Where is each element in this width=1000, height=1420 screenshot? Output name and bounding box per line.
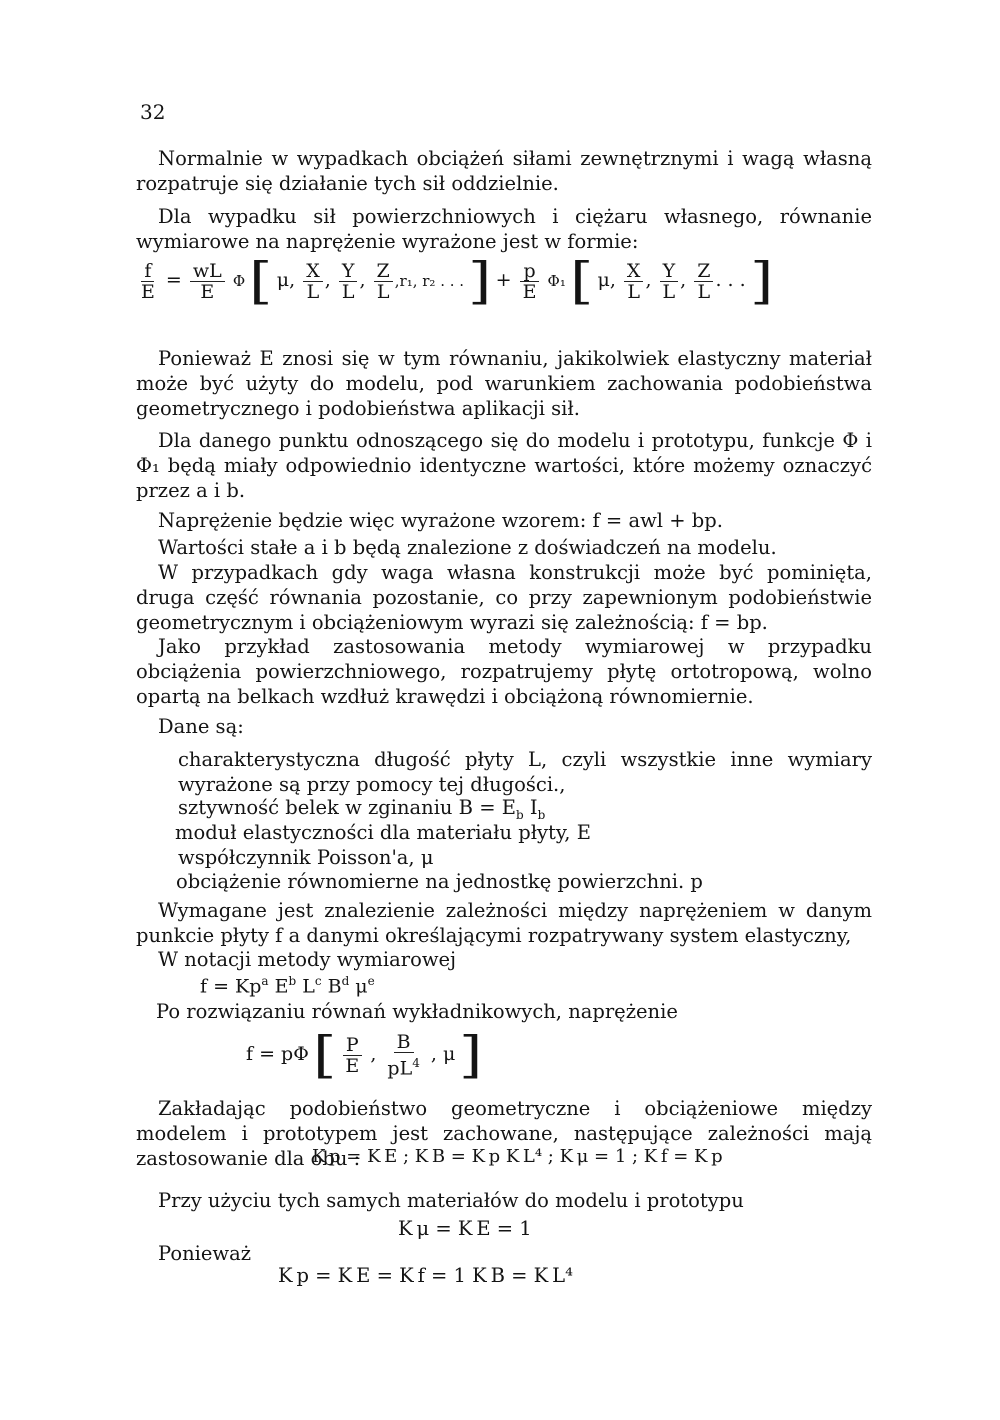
equation-material-scale: K μ = K E = 1	[398, 1217, 532, 1240]
list-item-load: obciążenie równomierne na jednostkę powierzchni. p	[176, 870, 703, 893]
paragraph-5: Naprężenie będzie więc wyrażone wzorem: f = awl + bp.	[158, 509, 723, 532]
paragraph-9: Dane są:	[158, 715, 244, 738]
paragraph-8: Jako przykład zastosowania metody wymiarowej w przypadku obciążenia powierzchniowego, rozpatrujemy płytę ortotropową, wolno opartą na belkach wzdłuż krawędzi i obciążoną równomiernie.	[136, 635, 872, 708]
paragraph-7: W przypadkach gdy waga własna konstrukcji może być pominięta, druga część równania pozostanie, co przy zapewnionym podobieństwie geometrycznym i obciążeniowym wyrazi się zależnością: f = bp.	[136, 561, 872, 634]
list-item-length: charakterystyczna długość płyty L, czyli wszystkie inne wymiary wyrażone są przy pomocy tej długości.,	[178, 748, 872, 796]
paragraph-1: Normalnie w wypadkach obciążeń siłami zewnętrznymi i wagą własną rozpatruje się działanie tych sił oddzielnie.	[136, 147, 872, 195]
list-item-poisson: współczynnik Poisson'a, μ	[178, 846, 434, 869]
equation-similarity-relations: K p = K E ; K B = K p K L⁴ ; K μ = 1 ; K f = K p	[312, 1146, 723, 1167]
paragraph-14: Przy użyciu tych samych materiałów do modelu i prototypu	[158, 1189, 744, 1212]
paragraph-4: Dla danego punktu odnoszącego się do modelu i prototypu, funkcje Φ i Φ₁ będą miały odpowiednio identyczne wartości, które możemy oznaczyć przez a i b.	[136, 429, 872, 502]
page-number: 32	[140, 100, 166, 124]
list-item-modulus: moduł elastyczności dla materiału płyty, E	[175, 821, 591, 844]
equation-dimensional-stress: $\frac{f}{E}$ = $\frac{wL}{E}$ Φ [ μ, $\frac{X}{L}$ , $\frac{Y}{L}$ , $\frac{Z}{L}$ ,r₁, r₂ . . . ] + $\frac{p}{E}$ Φ₁ [ μ, $\frac{X}{L}$ , $\frac{Y}{L}$ , $\frac{Z}{L}$ . . . ]	[141, 252, 774, 310]
paragraph-6: Wartości stałe a i b będą znalezione z doświadczeń na modelu.	[158, 536, 777, 559]
label-poniewaz: Ponieważ	[158, 1242, 251, 1265]
paragraph-2: Dla wypadku sił powierzchniowych i ciężaru własnego, równanie wymiarowe na naprężenie wyrażone jest w formie:	[136, 205, 872, 253]
equation-scale-factors: K p = K E = K f = 1 K B = K L⁴	[278, 1264, 573, 1287]
paragraph-3: Ponieważ E znosi się w tym równaniu, jakikolwiek elastyczny materiał może być użyty do modelu, pod warunkiem zachowania podobieństwa geometrycznego i podobieństwa aplikacji sił.	[136, 347, 872, 420]
equation-dimensional-notation: $f = Kp^a$ $E^b$ $L^c$ $B^d$ $\mu^e$	[200, 974, 375, 998]
paragraph-12: Po rozwiązaniu równań wykładnikowych, naprężenie	[156, 1000, 678, 1023]
paragraph-11: W notacji metody wymiarowej	[158, 948, 457, 971]
equation-stress-solution: f = pΦ [ $\frac{P}{E}$ , $\frac{B}{pL^4}$ , μ ]	[246, 1026, 483, 1084]
paragraph-10: Wymagane jest znalezienie zależności między naprężeniem w danym punkcie płyty f a danymi określającymi rozpatrywany system elastyczny,	[136, 899, 872, 947]
list-item-stiffness: sztywność belek w zginaniu $B = E_b$ $I_b$	[178, 796, 546, 822]
paragraph-13: Zakładając podobieństwo geometryczne i obciążeniowe między modelem i prototypem jest zachowane, następujące zależności mają zastosowanie dla obu :	[136, 1097, 872, 1170]
